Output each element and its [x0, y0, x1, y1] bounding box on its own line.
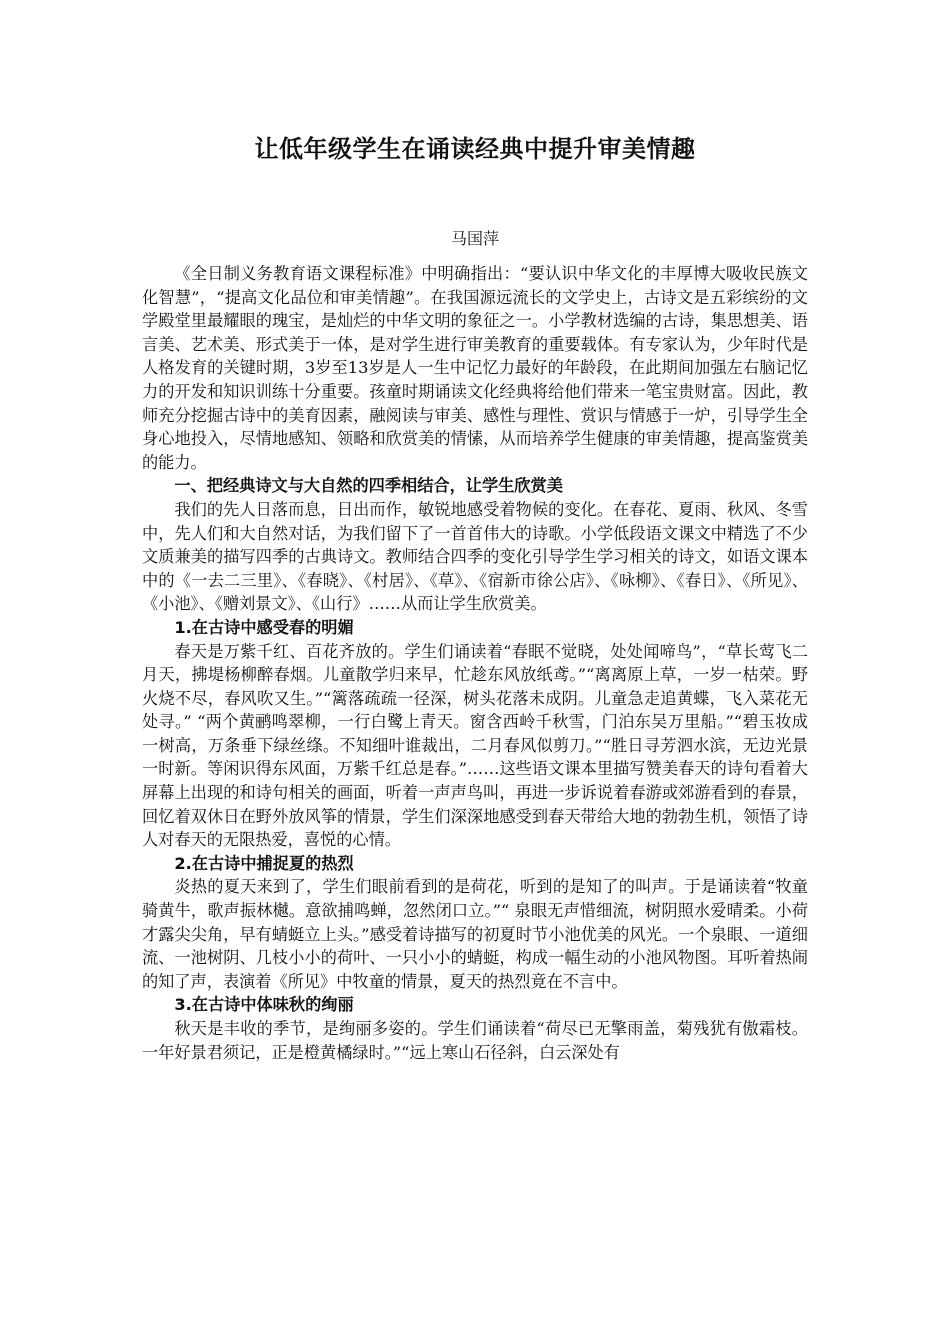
autumn-paragraph: 秋天是丰收的季节，是绚丽多姿的。学生们诵读着“荷尽已无擎雨盖，菊残犹有傲霜枝。一年好景君须记，正是橙黄橘绿时。”“远上寒山石径斜，白云深处有: [142, 1019, 808, 1062]
intro-paragraph: 《全日制义务教育语文课程标准》中明确指出：“要认识中华文化的丰厚博大吸收民族文化智慧”，“提高文化品位和审美情趣”。在我国源远流长的文学史上，古诗文是五彩缤纷的文学殿堂里最耀眼的瑰宝，是灿烂的中华文明的象征之一。小学教材选编的古诗，集思想美、语言美、艺术美、形式美于一体，是对学生进行审美教育的重要载体。有专家认为，少年时代是人格发育的关键时期，3岁至13岁是人一生中记忆力最好的年龄段，在此期间加强左右脑记忆力的开发和知识训练十分重要。孩童时期诵读文化经典将给他们带来一笔宝贵财富。因此，教师充分挖掘古诗中的美育因素，融阅读与审美、感性与理性、赏识与情感于一炉，引导学生全身心地投入，尽情地感知、领略和欣赏美的情愫，从而培养学生健康的审美情趣，提高鉴赏美的能力。: [142, 264, 808, 472]
document-body: [142, 262, 808, 1064]
summer-paragraph: 炎热的夏天来到了，学生们眼前看到的是荷花，听到的是知了的叫声。于是诵读着“牧童骑黄牛，歌声振林樾。意欲捕鸣蝉，忽然闭口立。”“ 泉眼无声惜细流，树阴照水爱晴柔。小荷才露尖尖角，早有蜻蜓立上头。”感受着诗描写的初夏时节小池优美的风光。一个泉眼、一道细流、一池树阴、几枝小小的荷叶、一只小小的蜻蜓，构成一幅生动的小池风物图。耳听着热闹的知了声，表演着《所见》中牧童的情景，夏天的热烈竟在不言中。: [142, 877, 808, 991]
author-name: 马国萍: [450, 229, 499, 248]
document-title: 让低年级学生在诵读经典中提升审美情趣: [254, 135, 696, 163]
spring-paragraph: 春天是万紫千红、百花齐放的。学生们诵读着“春眠不觉晓，处处闻啼鸟”，“草长莺飞二月天，拂堤杨柳醉春烟。儿童散学归来早，忙趁东风放纸鸢。”“离离原上草，一岁一枯荣。野火烧不尽，春风吹又生。”“篱落疏疏一径深，树头花落未成阴。儿童急走追黄蝶，飞入菜花无处寻。” “两个黄鹂鸣翠柳，一行白鹭上青天。窗含西岭千秋雪，门泊东吴万里船。”“碧玉妆成一树高，万条垂下绿丝绦。不知细叶谁裁出，二月春风似剪刀。”“胜日寻芳泗水滨，无边光景一时新。等闲识得东风面，万紫千红总是春。”……这些语文课本里描写赞美春天的诗句看着大屏幕上出现的和诗句相关的画面，听着一声声鸟叫，再进一步诉说着春游或郊游看到的春景，回忆着双休日在野外放风筝的情景，学生们深深地感受到春天带给大地的勃勃生机，领悟了诗人对春天的无限热爱，喜悦的心情。: [142, 641, 808, 850]
autumn-heading: 3.在古诗中体味秋的绚丽: [174, 995, 354, 1015]
spring-heading: 1.在古诗中感受春的明媚: [174, 617, 354, 637]
summer-heading: 2.在古诗中捕捉夏的热烈: [174, 853, 354, 873]
section1-heading: 一、把经典诗文与大自然的四季相结合，让学生欣赏美: [174, 476, 563, 496]
section1-paragraph: 我们的先人日落而息，日出而作，敏锐地感受着物候的变化。在春花、夏雨、秋风、冬雪中，先人们和大自然对话，为我们留下了一首首伟大的诗歌。小学低段语文课文中精选了不少文质兼美的描写四季的古典诗文。教师结合四季的变化引导学生学习相关的诗文，如语文课本中的《一去二三里》、《春晓》、《村居》、《草》、《宿新市徐公店》、《咏柳》、《春日》、《所见》、《小池》、《赠刘景文》、《山行》……从而让学生欣赏美。: [142, 499, 808, 614]
